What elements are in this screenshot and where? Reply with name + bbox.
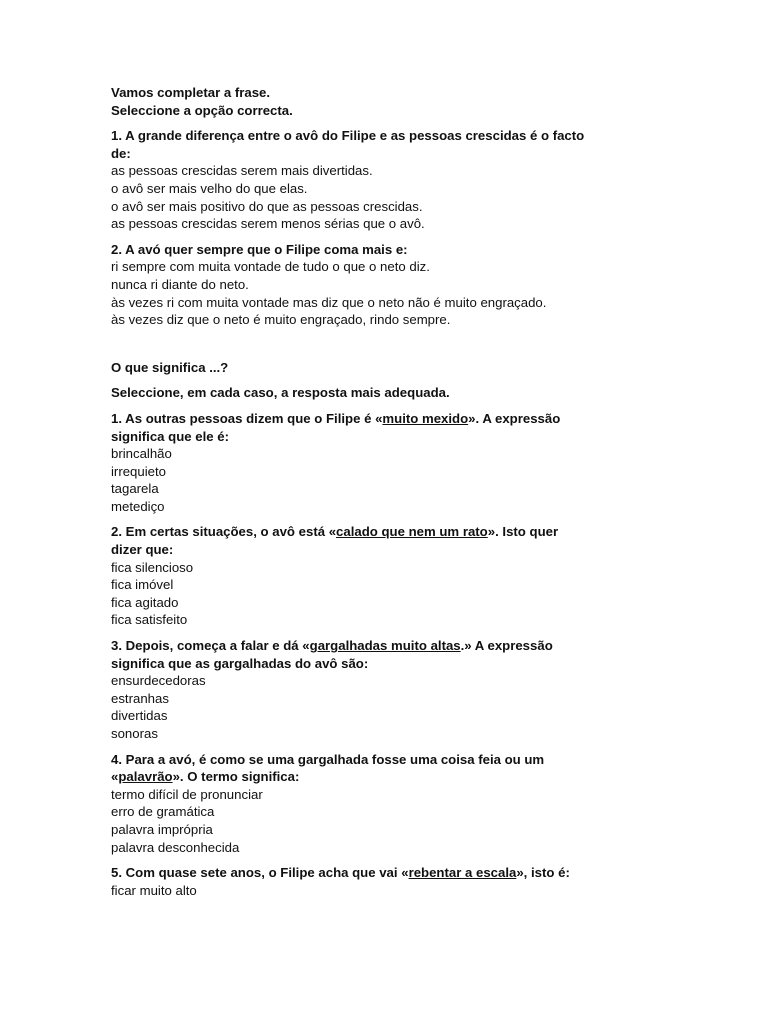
question-text [111,523,561,541]
question-text-part: .» A expressão [460,638,553,654]
answer-option[interactable]: palavra desconhecida [111,839,240,855]
part2-instruction-block [111,384,561,402]
question-text-part: ». Isto quer [487,524,559,540]
question-text: de: [111,145,131,161]
intro-section [111,84,561,119]
underlined-expression: calado que nem um rato [336,524,488,540]
answer-option[interactable]: as pessoas crescidas serem mais divertidas. [111,163,373,179]
answer-option[interactable]: termo difícil de pronunciar [111,786,263,802]
underlined-expression: gargalhadas muito altas [309,638,461,654]
section-spacer [111,329,561,359]
question-text: 2. A avó quer sempre que o Filipe coma mais e: [111,241,408,257]
question-text: significa que as gargalhadas do avô são: [111,655,369,671]
question-text [111,410,561,428]
answer-option[interactable]: fica imóvel [111,577,174,593]
answer-option[interactable]: às vezes diz que o neto é muito engraçado, rindo sempre. [111,312,451,328]
section-instruction: Seleccione, em cada caso, a resposta mais adequada. [111,385,450,401]
question-text-part: 2. Em certas situações, o avô está « [111,524,337,540]
question-text [111,637,561,655]
answer-option[interactable]: sonoras [111,726,158,741]
section-heading: O que significa ...? [111,359,229,375]
answer-option[interactable]: erro de gramática [111,804,215,820]
question-text: significa que ele é: [111,428,229,444]
answer-option[interactable]: estranhas [111,690,169,706]
answer-option[interactable]: ensurdecedoras [111,673,206,689]
part2-question-3 [111,637,561,743]
question-text-part: 1. As outras pessoas dizem que o Filipe é « [111,410,383,426]
answer-option[interactable]: ficar muito alto [111,882,197,898]
question-text: 4. Para a avó, é como se uma gargalhada fosse uma coisa feia ou um [111,751,545,767]
part2-question-4 [111,751,561,857]
question-text-part: 5. Com quase sete anos, o Filipe acha que vai « [111,865,409,881]
answer-option[interactable]: divertidas [111,708,168,724]
question-text-part: », isto é: [516,865,570,881]
underlined-expression: rebentar a escala [408,865,517,881]
answer-option[interactable]: fica satisfeito [111,612,188,628]
answer-option[interactable]: as pessoas crescidas serem menos sérias que o avô. [111,216,425,232]
answer-option[interactable]: ri sempre com muita vontade de tudo o que o neto diz. [111,259,430,275]
part1-question-2 [111,241,561,329]
intro-line-1: Vamos completar a frase. [111,85,271,100]
part2-question-5 [111,864,570,899]
question-text [111,768,561,786]
answer-option[interactable]: o avô ser mais velho do que elas. [111,180,308,196]
answer-option[interactable]: irrequieto [111,463,166,479]
question-text: 1. A grande diferença entre o avô do Filipe e as pessoas crescidas é o facto [111,128,585,144]
answer-option[interactable]: tagarela [111,481,159,497]
answer-option[interactable]: brincalhão [111,446,172,462]
answer-option[interactable]: palavra imprópria [111,821,213,837]
answer-option[interactable]: às vezes ri com muita vontade mas diz que o neto não é muito engraçado. [111,294,547,310]
worksheet-content [111,84,585,899]
part1-question-1 [111,127,585,233]
question-text-part: « [111,769,119,785]
answer-option[interactable]: fica agitado [111,594,179,610]
answer-option[interactable]: metediço [111,498,165,514]
answer-option[interactable]: o avô ser mais positivo do que as pessoas crescidas. [111,198,423,214]
question-text-part: ». O termo significa: [172,769,300,785]
underlined-expression: muito mexido [382,410,469,426]
answer-option[interactable]: nunca ri diante do neto. [111,276,249,292]
part2-question-2 [111,523,561,629]
question-text-part: ». A expressão [468,410,561,426]
intro-line-2: Seleccione a opção correcta. [111,102,293,118]
part2-heading-block [111,359,561,377]
answer-option[interactable]: fica silencioso [111,559,194,575]
question-text-part: 3. Depois, começa a falar e dá « [111,638,310,654]
part2-question-1 [111,410,561,516]
underlined-expression: palavrão [118,769,173,785]
question-text: dizer que: [111,542,174,558]
question-text [111,864,570,882]
